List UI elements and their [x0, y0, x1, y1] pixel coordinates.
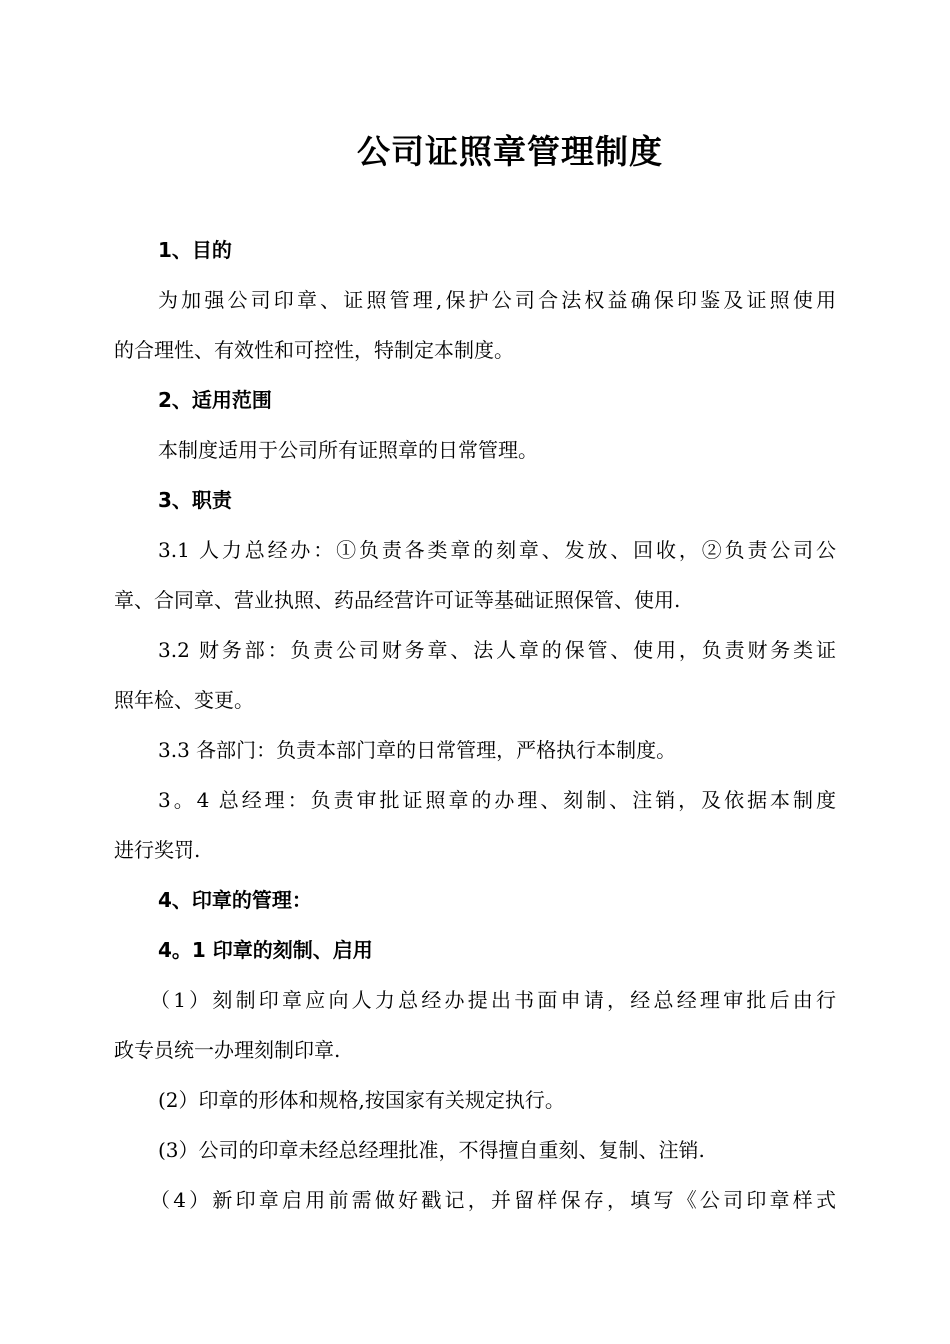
paragraph-line: 政专员统一办理刻制印章.	[114, 1038, 341, 1062]
section-heading-duties: 3、职责	[158, 488, 232, 512]
paragraph-line: （1）刻制印章应向人力总经办提出书面申请，经总经理审批后由行	[150, 988, 836, 1012]
paragraph-line: 3.3 各部门：负责本部门章的日常管理，严格执行本制度。	[158, 738, 677, 762]
paragraph-line: (2）印章的形体和规格,按国家有关规定执行。	[158, 1088, 565, 1112]
paragraph-line: 照年检、变更。	[114, 688, 254, 712]
section-heading-purpose: 1、目的	[158, 238, 232, 262]
paragraph-line: 3.1 人力总经办：①负责各类章的刻章、发放、回收，②负责公司公	[158, 538, 836, 562]
paragraph-line: 本制度适用于公司所有证照章的日常管理。	[158, 438, 538, 462]
paragraph-line: (3）公司的印章未经总经理批准，不得擅自重刻、复制、注销.	[158, 1138, 705, 1162]
subsection-heading-seal-making: 4。1 印章的刻制、启用	[158, 938, 373, 962]
section-heading-seal-management: 4、印章的管理：	[158, 888, 312, 912]
section-heading-scope: 2、适用范围	[158, 388, 272, 412]
paragraph-line: 为加强公司印章、证照管理,保护公司合法权益确保印鉴及证照使用	[158, 288, 836, 312]
paragraph-line: 的合理性、有效性和可控性，特制定本制度。	[114, 338, 514, 362]
paragraph-line: （4）新印章启用前需做好戳记，并留样保存，填写《公司印章样式	[150, 1188, 836, 1212]
paragraph-line: 3.2 财务部：负责公司财务章、法人章的保管、使用，负责财务类证	[158, 638, 836, 662]
document-title: 公司证照章管理制度	[357, 132, 663, 171]
paragraph-line: 进行奖罚.	[114, 838, 201, 862]
paragraph-line: 3。4 总经理：负责审批证照章的办理、刻制、注销，及依据本制度	[158, 788, 836, 812]
paragraph-line: 章、合同章、营业执照、药品经营许可证等基础证照保管、使用.	[114, 588, 681, 612]
